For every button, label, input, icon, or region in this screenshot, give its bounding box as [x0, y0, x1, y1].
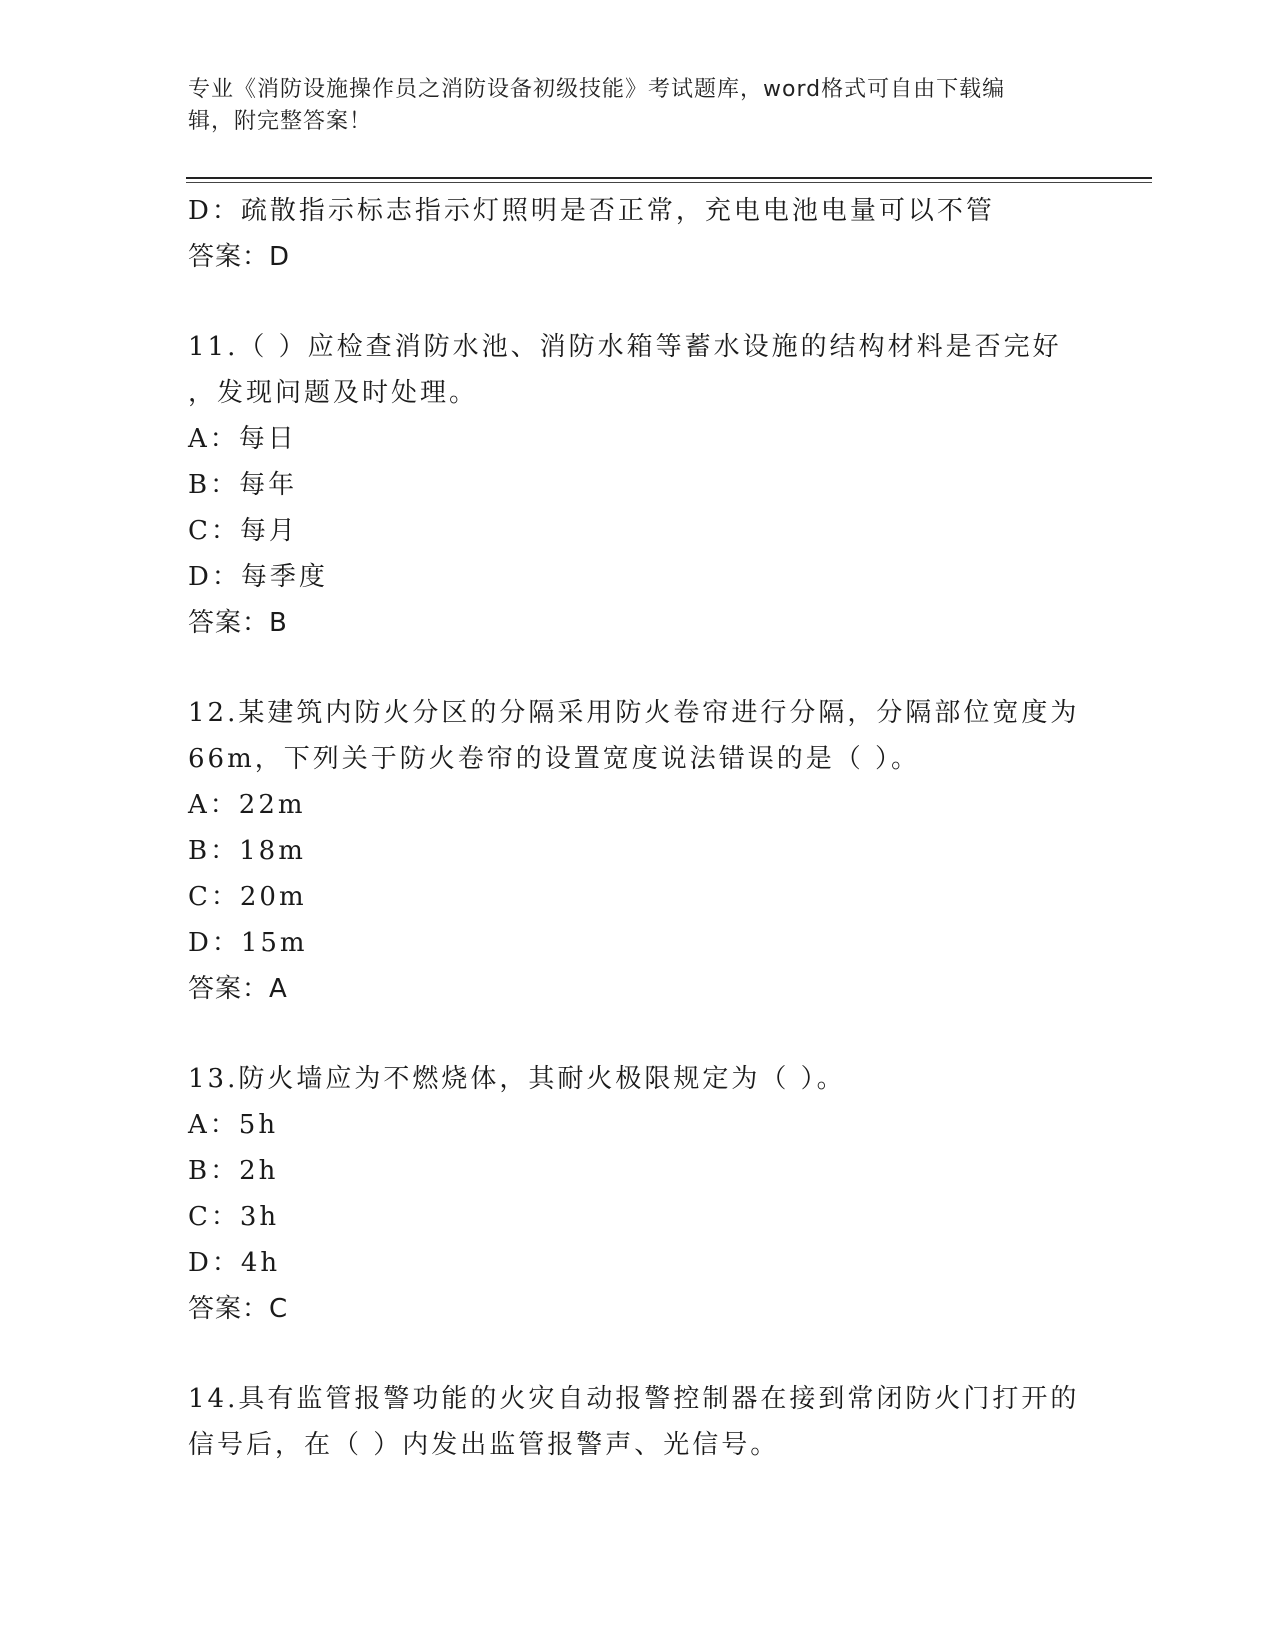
option-d: D：15m [188, 928, 308, 958]
option-c: C：20m [188, 882, 307, 912]
question-stem: 11.（ ）应检查消防水池、消防水箱等蓄水设施的结构材料是否完好 [188, 332, 1062, 362]
answer-line: 答案：D [188, 242, 291, 272]
option-c: C：3h [188, 1202, 280, 1232]
question-12 [188, 690, 1088, 1012]
previous-question-tail [188, 188, 1088, 280]
question-stem: 13.防火墙应为不燃烧体，其耐火极限规定为（ ）。 [188, 1064, 846, 1094]
answer-line: 答案：B [188, 608, 288, 638]
option-c: C：每月 [188, 516, 298, 546]
option-b: B：2h [188, 1156, 279, 1186]
header-divider-thick [186, 177, 1152, 179]
answer-line: 答案：A [188, 974, 288, 1004]
question-14 [188, 1376, 1088, 1468]
question-stem: 12.某建筑内防火分区的分隔采用防火卷帘进行分隔，分隔部位宽度为 [188, 698, 1080, 728]
option-a: A：5h [188, 1110, 279, 1140]
question-11 [188, 324, 1088, 646]
option-a: A：22m [188, 790, 306, 820]
question-stem-continued: ，发现问题及时处理。 [188, 378, 479, 408]
answer-line: 答案：C [188, 1294, 289, 1324]
option-d: D：每季度 [188, 562, 328, 592]
question-content [188, 188, 1088, 1468]
question-stem-continued: 信号后，在（ ）内发出监管报警声、光信号。 [188, 1430, 780, 1460]
option-d: D：疏散指示标志指示灯照明是否正常，充电电池电量可以不管 [188, 196, 995, 226]
header-line-2: 辑，附完整答案！ [188, 109, 373, 134]
question-stem: 14.具有监管报警功能的火灾自动报警控制器在接到常闭防火门打开的 [188, 1384, 1080, 1414]
option-a: A：每日 [188, 424, 297, 454]
document-header [188, 74, 1068, 138]
option-d: D：4h [188, 1248, 281, 1278]
option-b: B：每年 [188, 470, 298, 500]
question-stem-continued: 66m，下列关于防火卷帘的设置宽度说法错误的是（ ）。 [188, 744, 921, 774]
header-divider-thin [186, 182, 1152, 183]
option-b: B：18m [188, 836, 306, 866]
question-13 [188, 1056, 1088, 1332]
header-line-1: 专业《消防设施操作员之消防设备初级技能》考试题库，word格式可自由下载编 [188, 77, 1006, 102]
